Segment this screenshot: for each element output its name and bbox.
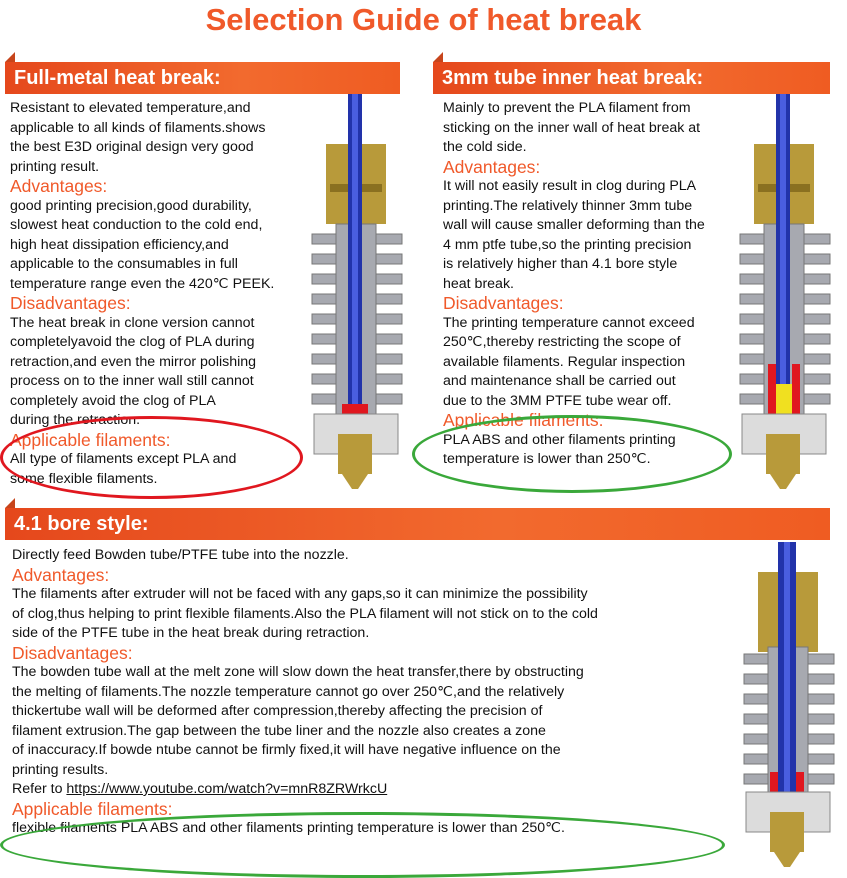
section-header-bore: 4.1 bore style: bbox=[5, 508, 830, 540]
text-line: is relatively higher than 4.1 bore style bbox=[443, 256, 678, 272]
tube-3mm-hotend-illustration bbox=[736, 94, 836, 492]
text-line: Mainly to prevent the PLA filament from bbox=[443, 100, 691, 116]
text-line: of clog,thus helping to print flexible filaments.Also the PLA filament will not stick on to the cold bbox=[12, 605, 598, 622]
disadvantages-heading: Disadvantages: bbox=[10, 293, 131, 313]
text-line: high heat dissipation efficiency,and bbox=[10, 236, 229, 253]
text-line: and maintenance shall be carried out bbox=[443, 373, 676, 389]
text-line: The filaments after extruder will not be faced with any gaps,so it can minimize the possibility bbox=[12, 586, 588, 602]
text-line: All type of filaments except PLA and bbox=[10, 451, 237, 467]
text-line: applicable to all kinds of filaments.shows bbox=[10, 119, 266, 136]
section-header-full-metal: Full-metal heat break: bbox=[5, 62, 400, 94]
text-line: Resistant to elevated temperature,and bbox=[10, 100, 251, 116]
highlight-oval-green bbox=[412, 415, 732, 493]
text-line: side of the PTFE tube in the heat break during retraction. bbox=[12, 625, 370, 641]
text-line: the cold side. bbox=[443, 139, 527, 155]
text-line: temperature is lower than 250℃. bbox=[443, 451, 651, 467]
text-line: process on to the inner wall still cannot bbox=[10, 373, 254, 389]
text-line: during the retraction. bbox=[10, 412, 141, 428]
text-line: completelyavoid the clog of PLA during bbox=[10, 334, 255, 350]
text-line: the melting of filaments.The nozzle temperature cannot go over 250℃,and the relatively bbox=[12, 683, 565, 700]
page-title: Selection Guide of heat break bbox=[205, 2, 642, 37]
text-line: of inaccuracy.If bowde ntube cannot be firmly fixed,it will have negative influence on the bbox=[12, 742, 561, 758]
text-line: retraction,and even the mirror polishing bbox=[10, 353, 257, 370]
text-line: thickertube wall will be deformed after compression,thereby affecting the precision of bbox=[12, 703, 543, 719]
text-line: slowest heat conduction to the cold end, bbox=[10, 217, 263, 233]
applicable-heading: Applicable filaments: bbox=[443, 410, 604, 430]
bore-text bbox=[12, 546, 757, 839]
text-line: flexible filaments PLA ABS and other filaments printing temperature is lower than 250℃. bbox=[12, 820, 565, 836]
text-line: PLA ABS and other filaments printing bbox=[443, 431, 676, 448]
advantages-heading: Advantages: bbox=[12, 564, 110, 585]
text-line: completely avoid the clog of PLA bbox=[10, 392, 216, 409]
advantages-heading: Advantages: bbox=[443, 156, 541, 177]
text-line: wall will cause smaller deforming than the bbox=[443, 217, 705, 233]
highlight-oval-green-bore bbox=[0, 812, 725, 878]
text-line: temperature range even the 420℃ PEEK. bbox=[10, 275, 275, 292]
text-line: The heat break in clone version cannot bbox=[10, 314, 255, 331]
text-line: 250℃,thereby restricting the scope of bbox=[443, 334, 681, 350]
refer-line bbox=[12, 780, 757, 800]
text-line: some flexible filaments. bbox=[10, 470, 158, 487]
text-line: 4 mm ptfe tube,so the printing precision bbox=[443, 236, 692, 253]
applicable-heading: Applicable filaments: bbox=[10, 429, 171, 450]
text-line: good printing precision,good durability, bbox=[10, 197, 252, 214]
bore-hotend-illustration bbox=[740, 542, 840, 872]
text-line: filament extrusion.The gap between the tube liner and the nozzle also creates a zone bbox=[12, 722, 546, 739]
applicable-heading: Applicable filaments: bbox=[12, 798, 173, 819]
text-line: available filaments. Regular inspection bbox=[443, 353, 686, 370]
text-line: It will not easily result in clog during PLA bbox=[443, 178, 697, 194]
text-line: The bowden tube wall at the melt zone will slow down the heat transfer,there by obstructing bbox=[12, 664, 584, 680]
highlight-oval-red bbox=[0, 416, 303, 499]
text-line: the best E3D original design very good bbox=[10, 139, 254, 155]
refer-prefix: Refer to bbox=[12, 781, 67, 797]
youtube-link[interactable]: https://www.youtube.com/watch?v=mnR8ZRWrkcU bbox=[66, 781, 388, 797]
full-metal-hotend-illustration bbox=[308, 94, 408, 492]
disadvantages-heading: Disadvantages: bbox=[443, 293, 564, 313]
text-line: The printing temperature cannot exceed bbox=[443, 314, 695, 331]
text-line: printing.The relatively thinner 3mm tube bbox=[443, 197, 693, 214]
text-line: heat break. bbox=[443, 275, 514, 292]
advantages-heading: Advantages: bbox=[10, 176, 108, 196]
disadvantages-heading: Disadvantages: bbox=[12, 642, 133, 663]
text-line: sticking on the inner wall of heat break at bbox=[443, 119, 701, 136]
text-line: printing results. bbox=[12, 761, 109, 778]
tube-3mm-text bbox=[443, 99, 748, 470]
text-line: due to the 3MM PTFE tube wear off. bbox=[443, 392, 672, 409]
text-line: printing result. bbox=[10, 158, 100, 175]
text-line: Directly feed Bowden tube/PTFE tube into the nozzle. bbox=[12, 547, 349, 563]
text-line: applicable to the consumables in full bbox=[10, 256, 238, 272]
section-header-3mm-tube: 3mm tube inner heat break: bbox=[433, 62, 830, 94]
